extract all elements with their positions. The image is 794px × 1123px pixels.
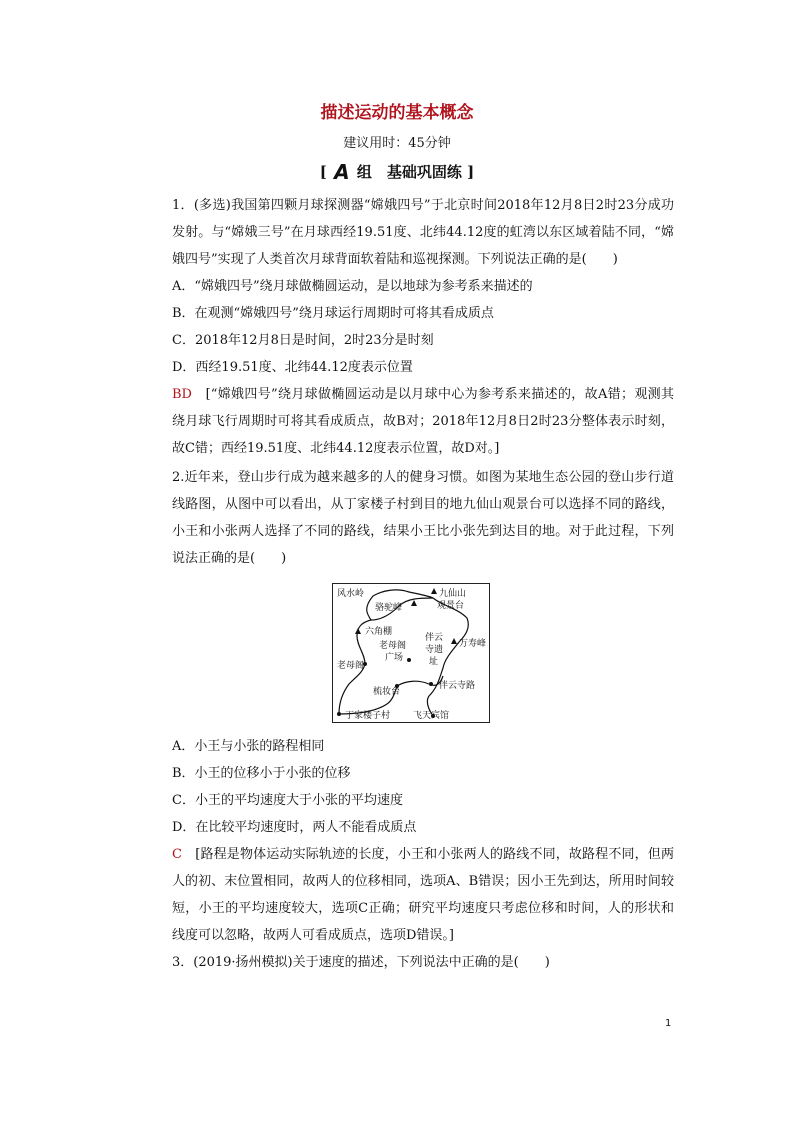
label-liujiaopeng: 六角棚 xyxy=(365,626,393,636)
question-1-stem: 1．(多选)我国第四颗月球探测器“嫦娥四号”于北京时间2018年12月8日2时23分成功发射。与“嫦娥三号”在月球西经19.51度、北纬44.12度的虹湾以东区域着陆不同，“嫦娥四号”实现了人类首次月球背面软着陆和巡视探测。下列说法正确的是( ) xyxy=(172,198,674,267)
question-2-explanation: [路程是物体运动实际轨迹的长度，小王和小张两人的路线不同，故路程不同，但两人的初、末位置相同，故两人的位移相同，选项A、B错误；因小王先到达，所用时间较短，小王的平均速度较大，选项C正确；研究平均速度只考虑位移和时间，人的形状和线度可以忽略，故两人可看成质点，选项D错误。] xyxy=(172,847,674,943)
question-1-answer xyxy=(146,381,674,462)
question-2-stem: 2.近年来，登山步行成为越来越多的人的健身习惯。如图为某地生态公园的登山步行道线路图，从图中可以看出，从丁家楼子村到目的地九仙山观景台可以选择不同的路线，小王和小张两人选择了不同的路线，结果小王比小张先到达目的地。对于此过程，下列说法正确的是( ) xyxy=(172,470,674,566)
question-2-continued xyxy=(146,733,674,976)
peak-jiuxianshan-marker xyxy=(431,588,437,594)
label-yunyun-2: 寺遗 xyxy=(425,644,444,654)
group-badge: A xyxy=(334,160,350,184)
question-2-option-b: B．小王的位移小于小张的位移 xyxy=(172,766,351,781)
label-laomuge-guangchang-1: 老母阁 xyxy=(379,640,407,650)
question-1 xyxy=(146,192,674,462)
group-bracket-open: [ xyxy=(319,163,327,181)
route-middle-path xyxy=(397,676,443,686)
group-bracket-close: ] xyxy=(467,163,475,181)
question-1-options xyxy=(146,273,674,381)
label-dingjia: 丁家楼子村 xyxy=(345,710,391,720)
question-2-options xyxy=(146,733,674,841)
question-1-explanation: [“嫦娥四号”绕月球做椭圆运动是以月球中心为参考系来描述的，故A错；观测其绕月球飞行周期时可将其看成质点，故B对；2018年12月8日2时23分整体表示时刻，故C错；西经19.51度、北纬44.12度表示位置，故D对。] xyxy=(172,387,674,456)
label-banyunsi-lu: 伴云寺路 xyxy=(439,680,476,690)
question-1-option-a: A．“嫦娥四号”绕月球做椭圆运动，是以地球为参考系来描述的 xyxy=(172,279,533,294)
label-wanshoufeng: 万寿峰 xyxy=(459,638,487,648)
question-1-option-d: D．西经19.51度、北纬44.12度表示位置 xyxy=(172,360,413,375)
label-laomuge: 老母阁 xyxy=(337,660,365,670)
label-guanjingtai: 观景台 xyxy=(437,600,465,610)
peak-luotuofeng-marker xyxy=(411,600,417,606)
question-2-answer-key: C xyxy=(172,847,182,862)
question-3-stem: 3．(2019·扬州模拟)关于速度的描述，下列说法中正确的是( ) xyxy=(172,955,550,970)
label-feitian: 飞天宾馆 xyxy=(413,710,450,720)
question-2-answer xyxy=(146,841,674,949)
label-luotuofeng: 骆驼峰 xyxy=(375,602,403,612)
question-2-option-d: D．在比较平均速度时，两人不能看成质点 xyxy=(172,820,417,835)
question-2 xyxy=(146,464,674,572)
question-1-option-c: C．2018年12月8日是时间，2时23分是时刻 xyxy=(172,333,434,348)
page-title: 描述运动的基本概念 xyxy=(320,103,474,123)
route-map-svg xyxy=(333,584,489,722)
page-number: 1 xyxy=(665,1018,672,1029)
question-2-option-c: C．小王的平均速度大于小张的平均速度 xyxy=(172,793,403,808)
label-fengshuiling: 风水岭 xyxy=(337,588,365,598)
label-yunyun-3: 址 xyxy=(429,656,439,666)
group-heading xyxy=(0,160,794,184)
label-shuzhuangtai: 梳妆台 xyxy=(373,686,401,696)
node-yunyun xyxy=(429,682,433,686)
label-yunyun-1: 伴云 xyxy=(425,632,444,642)
node-dingjia xyxy=(337,712,341,716)
question-1-answer-key: BD xyxy=(172,387,192,402)
question-2-option-a: A．小王与小张的路程相同 xyxy=(172,739,325,754)
question-1-option-b: B．在观测“嫦娥四号”绕月球运行周期时可将其看成质点 xyxy=(172,306,494,321)
node-guangchang xyxy=(407,658,411,662)
label-jiuxianshan: 九仙山 xyxy=(439,588,467,598)
peak-liujiaopeng-marker xyxy=(355,628,361,634)
suggested-time: 建议用时：45分钟 xyxy=(343,136,451,151)
peak-wanshoufeng-marker xyxy=(451,638,457,644)
label-laomuge-guangchang-2: 广场 xyxy=(385,652,404,662)
hiking-route-map xyxy=(332,583,490,723)
group-label: 组 基础巩固练 xyxy=(356,163,462,181)
